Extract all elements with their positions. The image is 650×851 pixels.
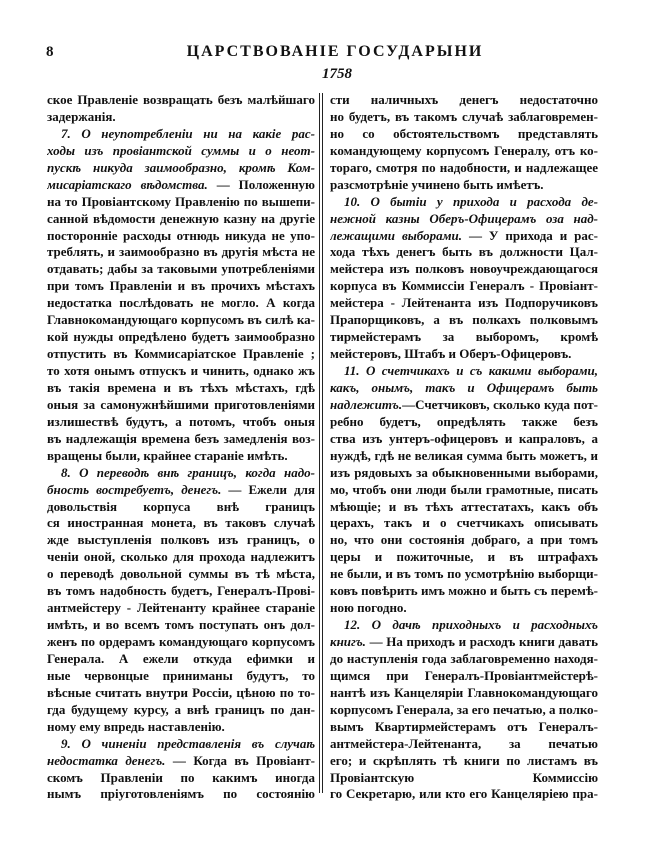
body-text: Прапорщиковъ, а въ полкахъ полковымъ — [330, 312, 598, 328]
body-text: довольствія корпуса внѣ границъ — [47, 498, 315, 514]
body-text: но со обстоятельствомъ представлять — [330, 125, 598, 141]
page-number: 8 — [46, 44, 54, 60]
year-heading: 1758 — [322, 66, 352, 82]
section-heading-line — [330, 363, 598, 380]
text-line — [47, 194, 315, 211]
section-heading-line — [330, 617, 598, 634]
text-line — [47, 380, 315, 397]
text-line — [47, 753, 315, 770]
body-text: мейстера изъ полковъ новоучреждающагося — [330, 261, 598, 277]
body-text: до наступленія года заблаговременно находя- — [330, 650, 598, 666]
running-title: ЦАРСТВОВАНІЕ ГОСУДАРЫНИ — [186, 43, 484, 60]
text-line — [330, 126, 598, 143]
column-divider — [319, 93, 323, 793]
body-text: антмейстера-Лейтенанта, за печатью — [330, 735, 598, 751]
text-line — [330, 177, 598, 194]
text-line — [47, 109, 315, 126]
body-text: изъ рядовыхъ за обыкновенными выборами, — [330, 464, 598, 480]
body-text: корпуса въ Коммиссіи Генералъ - Провіант- — [330, 278, 598, 294]
text-line — [47, 634, 315, 651]
text-line — [47, 397, 315, 414]
text-line — [330, 770, 598, 787]
body-text: въ такія времена и въ тѣхъ мѣстахъ, гдѣ — [47, 379, 315, 395]
body-text: отпустить въ Коммисаріатское Правленіе ; — [47, 346, 315, 362]
text-line — [47, 363, 315, 380]
text-line — [330, 143, 598, 160]
body-text: нуждѣ, гдѣ не великая сумма быть можетъ, и — [330, 447, 598, 463]
text-line — [330, 634, 598, 651]
text-line — [330, 397, 598, 414]
body-text: треблять, и заимообразно въ другія мѣста не — [47, 244, 315, 260]
body-text: ному ему впредь наставленію. — [47, 718, 225, 734]
text-line — [47, 617, 315, 634]
body-text: мо, чтобъ они люди были грамотные, писать — [330, 481, 598, 497]
text-line — [47, 668, 315, 685]
body-text: церы и пожиточные, и въ штрафахъ — [330, 549, 598, 565]
text-line — [330, 228, 598, 245]
text-line — [330, 549, 598, 566]
body-text: ребно будетъ, опредѣлять также безъ — [330, 413, 598, 429]
text-line — [47, 329, 315, 346]
text-line — [47, 532, 315, 549]
body-text: излишествѣ будутъ, а потомъ, чтобъ оныя — [47, 413, 315, 429]
text-line — [330, 92, 598, 109]
text-line — [330, 414, 598, 431]
body-text: вѣсные считать внутри Россіи, цѣною по то- — [47, 684, 315, 700]
italic-heading-text: 7. О неупотребленіи ни на какіе рас- — [61, 125, 315, 141]
text-line — [330, 295, 598, 312]
body-text: тораго, смотря по надобности, и надлежащее — [330, 159, 598, 175]
text-line — [47, 583, 315, 600]
body-text: то хотя онымъ отпускъ и чинить, однако жъ — [47, 363, 315, 378]
section-heading-line — [47, 126, 315, 143]
body-text: — Ежели для — [221, 481, 315, 497]
text-line — [47, 177, 315, 194]
text-line — [330, 685, 598, 702]
text-line — [47, 228, 315, 245]
body-text: сти наличныхъ денегъ недостаточно — [330, 92, 598, 107]
body-text: ною погодно. — [330, 600, 407, 616]
body-text: вымъ Квартирмейстерамъ отъ Генералъ- — [330, 718, 598, 734]
text-line — [47, 211, 315, 228]
body-text: ся иностранная монета, въ таковъ случаѣ — [47, 515, 315, 531]
text-line — [330, 786, 598, 803]
text-line — [330, 431, 598, 448]
body-text: въ надлежащія времена безъ замедленія воз- — [47, 430, 315, 446]
text-line — [47, 499, 315, 516]
text-line — [330, 380, 598, 397]
body-text: скомъ Правленіи по какимъ иногда — [47, 769, 315, 785]
body-text: командующему корпусомъ Генералу, отъ ко- — [330, 142, 598, 158]
text-line — [47, 244, 315, 261]
italic-heading-text: надлежитъ. — [330, 396, 403, 412]
body-text: разсмотрѣніе учинено быть имѣетъ. — [330, 176, 544, 192]
body-text: недостатка послѣдовать не могло. А когда — [47, 295, 315, 311]
italic-heading-text: 10. О бытіи у прихода и расхода де- — [344, 193, 598, 209]
body-text: гда будущему курсу, а внѣ границъ по дан- — [47, 701, 315, 717]
body-text: нымъ пріуготовленіямъ по состоянію — [47, 786, 315, 802]
italic-heading-text: 11. О счетчикахъ и съ какими выборами, — [344, 363, 598, 378]
italic-heading-text: нежной казны Оберъ-Офицерамъ оза над- — [330, 210, 598, 226]
body-text: ные червонцые приниманы будутъ, то — [47, 667, 315, 683]
body-text: имѣть, и во всемъ томъ поступать онъ дол- — [47, 617, 315, 633]
body-text: Провіантскую Коммиссію — [330, 769, 598, 785]
body-text: но будетъ, въ такомъ случаѣ заблаговремен- — [330, 108, 598, 124]
body-text: — Положенную — [207, 176, 315, 192]
text-line — [47, 160, 315, 177]
body-text: — У прихода и рас- — [462, 227, 598, 243]
italic-heading-text: пускѣ никуда заимообразно, кромѣ Ком- — [47, 159, 315, 175]
body-text: нантѣ изъ Канцеляріи Главнокомандующаго — [330, 684, 598, 700]
body-text: задержанія. — [47, 108, 116, 124]
text-line — [330, 261, 598, 278]
italic-heading-text: мисаріатскаго вѣдомства. — [47, 176, 208, 192]
text-line — [47, 414, 315, 431]
text-line — [47, 770, 315, 787]
body-text: — На приходъ и расходъ книги давать — [365, 634, 598, 649]
body-text: Главнокомандующаго корпусомъ въ силѣ ка- — [47, 312, 315, 328]
body-text: о переводѣ довольной суммы въ тѣ мѣста, — [47, 566, 315, 582]
body-text: церахъ, такъ и о счетчикахъ описывать — [330, 515, 598, 531]
text-line — [47, 295, 315, 312]
text-line — [330, 109, 598, 126]
text-line — [330, 583, 598, 600]
italic-heading-text: книгъ. — [330, 634, 366, 649]
text-line — [47, 278, 315, 295]
italic-heading-text: недостатка денегъ. — [47, 752, 166, 768]
text-line — [47, 786, 315, 803]
text-line — [47, 92, 315, 109]
right-column — [330, 92, 598, 803]
body-text: хода тѣхъ денегъ быть въ должности Цал- — [330, 244, 598, 260]
text-line — [330, 668, 598, 685]
text-line — [330, 244, 598, 261]
text-line — [47, 312, 315, 329]
body-text: не были, и въ томъ по усмотрѣнію выборщи- — [330, 566, 598, 582]
body-text: ковъ повѣрить имъ можно и быть съ перемѣ- — [330, 583, 598, 599]
text-line — [47, 719, 315, 736]
body-text: Генерала. А ежели откуда ефимки и — [47, 650, 315, 666]
body-text: вращены были, крайнее стараніе имѣть. — [47, 447, 288, 463]
body-text: отдавать; дабы за таковыми употребленіями — [47, 261, 315, 277]
text-line — [330, 278, 598, 295]
text-line — [330, 211, 598, 228]
section-heading-line — [47, 465, 315, 482]
body-text: посторонніе расходы отнюдь никуда не упо- — [47, 227, 315, 243]
text-line — [330, 312, 598, 329]
body-text: женъ по ордерамъ командующаго корпусомъ — [47, 634, 315, 649]
section-heading-line — [330, 194, 598, 211]
text-line — [330, 515, 598, 532]
italic-heading-text: бность востребуетъ, денегъ. — [47, 481, 222, 497]
body-text: оныя за самонужнѣйшими приготовленіями — [47, 396, 315, 412]
body-text: его; и скрѣплять тѣ книги по листамъ въ — [330, 752, 598, 768]
text-line — [330, 719, 598, 736]
section-heading-line — [47, 736, 315, 753]
body-text: ское Правленіе возвращать безъ малѣйшаго — [47, 92, 315, 107]
text-line — [330, 702, 598, 719]
text-line — [330, 482, 598, 499]
body-text: тирмейстерамъ за выборомъ, кромѣ — [330, 329, 598, 345]
text-line — [47, 515, 315, 532]
italic-heading-text: какъ, онымъ, такъ и Офицерамъ быть — [330, 379, 598, 395]
body-text: при томъ Правленіи и въ прочихъ мѣстахъ — [47, 278, 315, 294]
body-text: антмейстеру - Лейтенанту крайнее стараніе — [47, 600, 315, 616]
text-line — [47, 651, 315, 668]
body-text: мейстеровъ, Штабъ и Оберъ-Офицеровъ. — [330, 346, 572, 362]
body-text: на то Провіантскому Правленію по вышепи- — [47, 193, 315, 209]
italic-heading-text: 8. О переводѣ внѣ границъ, когда надо- — [61, 464, 315, 480]
text-line — [330, 736, 598, 753]
text-line — [330, 465, 598, 482]
left-column — [47, 92, 315, 803]
text-line — [47, 566, 315, 583]
body-text: въ томъ надобность будетъ, Генералъ-Прові- — [47, 583, 315, 599]
text-line — [330, 651, 598, 668]
text-line — [47, 549, 315, 566]
text-line — [330, 160, 598, 177]
body-text: кой нужды опредѣлено будетъ заимообразно — [47, 329, 315, 345]
text-line — [47, 702, 315, 719]
italic-heading-text: 9. О чиненіи представленія въ случаѣ — [61, 735, 315, 751]
body-text: щимся при Генералъ-Провіантмейстерѣ- — [330, 667, 598, 683]
text-line — [47, 431, 315, 448]
body-text: но, что они состоянія добраго, а при томъ — [330, 532, 598, 548]
text-line — [330, 532, 598, 549]
text-line — [47, 685, 315, 702]
text-line — [330, 499, 598, 516]
body-text: мейстера - Лейтенанта изъ Подпоручиковъ — [330, 295, 598, 311]
text-line — [47, 448, 315, 465]
body-text: го Секретарю, или кто его Канцеляріею пра- — [330, 786, 598, 802]
text-line — [330, 600, 598, 617]
body-text: — Когда въ Провіант- — [165, 752, 315, 768]
body-text: жде выступленія полковъ изъ границъ, о — [47, 532, 315, 548]
text-line — [47, 600, 315, 617]
body-text: ства изъ унтеръ-офицеровъ и капраловъ, а — [330, 430, 598, 446]
text-line — [47, 143, 315, 160]
italic-heading-text: лежащими выборами. — [330, 227, 462, 243]
text-line — [47, 482, 315, 499]
text-line — [47, 346, 315, 363]
body-text: ченіи оной, сколько для прохода надлежитъ — [47, 549, 315, 565]
body-text: корпусомъ Генерала, за его печатью, а полко- — [330, 701, 598, 717]
text-line — [330, 566, 598, 583]
body-text: —Счетчиковъ, сколько куда пот- — [402, 396, 598, 412]
italic-heading-text: ходы изъ провіантской суммы и о неот- — [47, 142, 315, 158]
italic-heading-text: 12. О дачѣ приходныхъ и расходныхъ — [344, 617, 598, 633]
body-text: мѣющіе; и въ тѣхъ аттестатахъ, какъ объ — [330, 498, 598, 514]
text-line — [47, 261, 315, 278]
text-line — [330, 329, 598, 346]
text-line — [330, 346, 598, 363]
body-text: санной вѣдомости денежную казну на другіе — [47, 210, 315, 226]
text-line — [330, 753, 598, 770]
text-line — [330, 448, 598, 465]
